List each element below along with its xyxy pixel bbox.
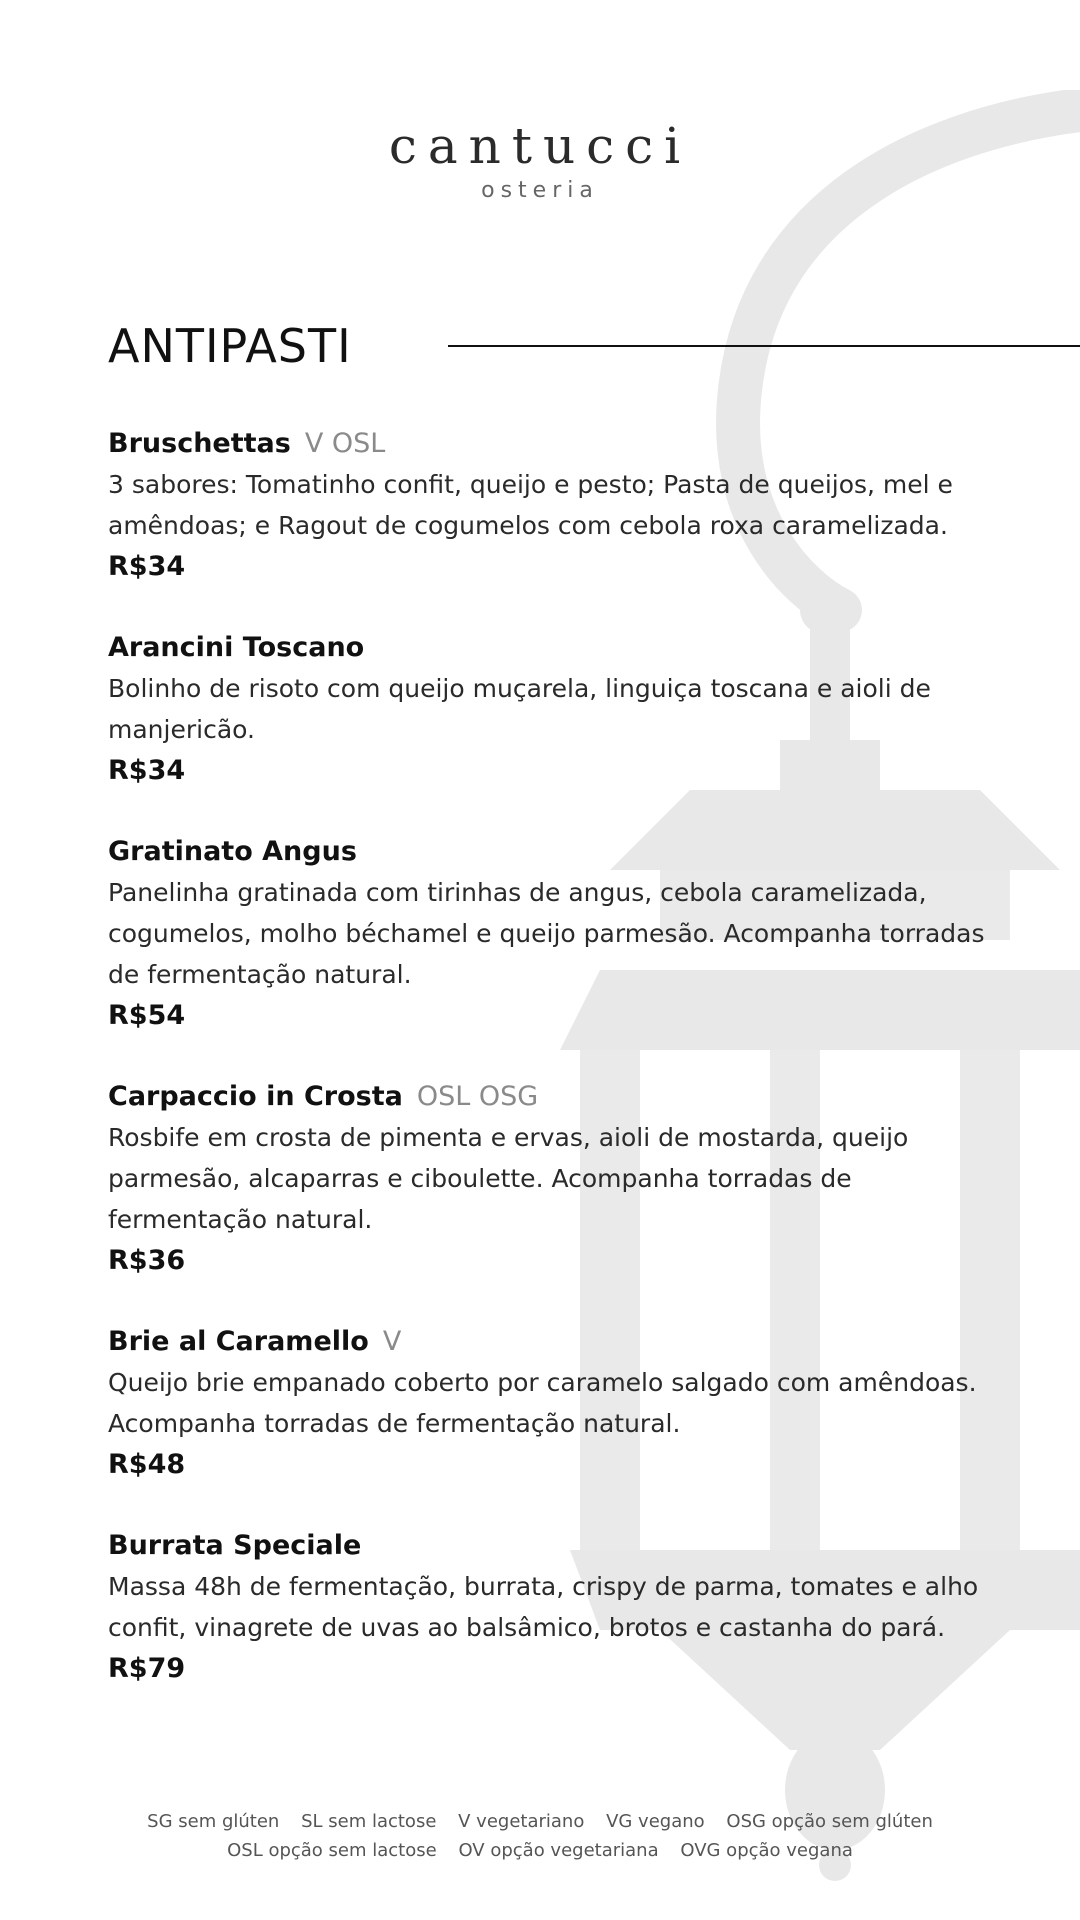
item-price: R$34 <box>108 551 186 582</box>
dietary-legend <box>0 1807 1080 1865</box>
restaurant-logo <box>0 118 1080 203</box>
item-price: R$79 <box>108 1653 186 1684</box>
item-description: Queijo brie empanado coberto por caramelo salgado com amêndoas. Acompanha torradas de fermentação natural. <box>108 1368 977 1438</box>
item-description: Bolinho de risoto com queijo muçarela, linguiça toscana e aioli de manjericão. <box>108 674 931 744</box>
legend-entry: OV opção vegetariana <box>458 1840 659 1861</box>
legend-entry: SG sem glúten <box>147 1811 280 1832</box>
item-price: R$48 <box>108 1449 186 1480</box>
item-description: 3 sabores: Tomatinho confit, queijo e pesto; Pasta de queijos, mel e amêndoas; e Ragout de cogumelos com cebola roxa caramelizada. <box>108 470 953 540</box>
section-divider <box>448 345 1080 347</box>
legend-entry: V vegetariano <box>458 1811 585 1832</box>
item-description: Rosbife em crosta de pimenta e ervas, aioli de mostarda, queijo parmesão, alcaparras e ciboulette. Acompanha torradas de fermentação natural. <box>108 1123 909 1234</box>
logo-subtitle: osteria <box>481 178 599 203</box>
item-price: R$54 <box>108 1000 186 1031</box>
item-name: Gratinato Angus <box>108 836 357 867</box>
menu-item <box>108 1077 988 1282</box>
logo-name: cantucci <box>388 117 692 175</box>
menu-item <box>108 628 988 792</box>
legend-row-1 <box>0 1807 1080 1836</box>
legend-entry: OVG opção vegana <box>680 1840 853 1861</box>
menu-item <box>108 1322 988 1486</box>
menu-item <box>108 424 988 588</box>
item-tags: OSL OSG <box>416 1081 539 1112</box>
menu-list <box>108 424 988 1730</box>
item-name: Bruschettas <box>108 428 291 459</box>
menu-item <box>108 1526 988 1690</box>
item-tags: V OSL <box>304 428 386 459</box>
legend-row-2 <box>0 1836 1080 1865</box>
legend-entry: OSG opção sem glúten <box>726 1811 933 1832</box>
item-price: R$34 <box>108 755 186 786</box>
legend-entry: SL sem lactose <box>301 1811 437 1832</box>
legend-entry: OSL opção sem lactose <box>227 1840 437 1861</box>
item-name: Burrata Speciale <box>108 1530 362 1561</box>
item-name: Carpaccio in Crosta <box>108 1081 403 1112</box>
item-name: Brie al Caramello <box>108 1326 369 1357</box>
item-price: R$36 <box>108 1245 186 1276</box>
legend-entry: VG vegano <box>606 1811 705 1832</box>
section-title: ANTIPASTI <box>108 319 352 373</box>
item-description: Panelinha gratinada com tirinhas de angus, cebola caramelizada, cogumelos, molho béchamel e queijo parmesão. Acompanha torradas de fermentação natural. <box>108 878 985 989</box>
item-tags: V <box>382 1326 402 1357</box>
item-name: Arancini Toscano <box>108 632 365 663</box>
menu-item <box>108 832 988 1037</box>
item-description: Massa 48h de fermentação, burrata, crispy de parma, tomates e alho confit, vinagrete de uvas ao balsâmico, brotos e castanha do pará. <box>108 1572 979 1642</box>
